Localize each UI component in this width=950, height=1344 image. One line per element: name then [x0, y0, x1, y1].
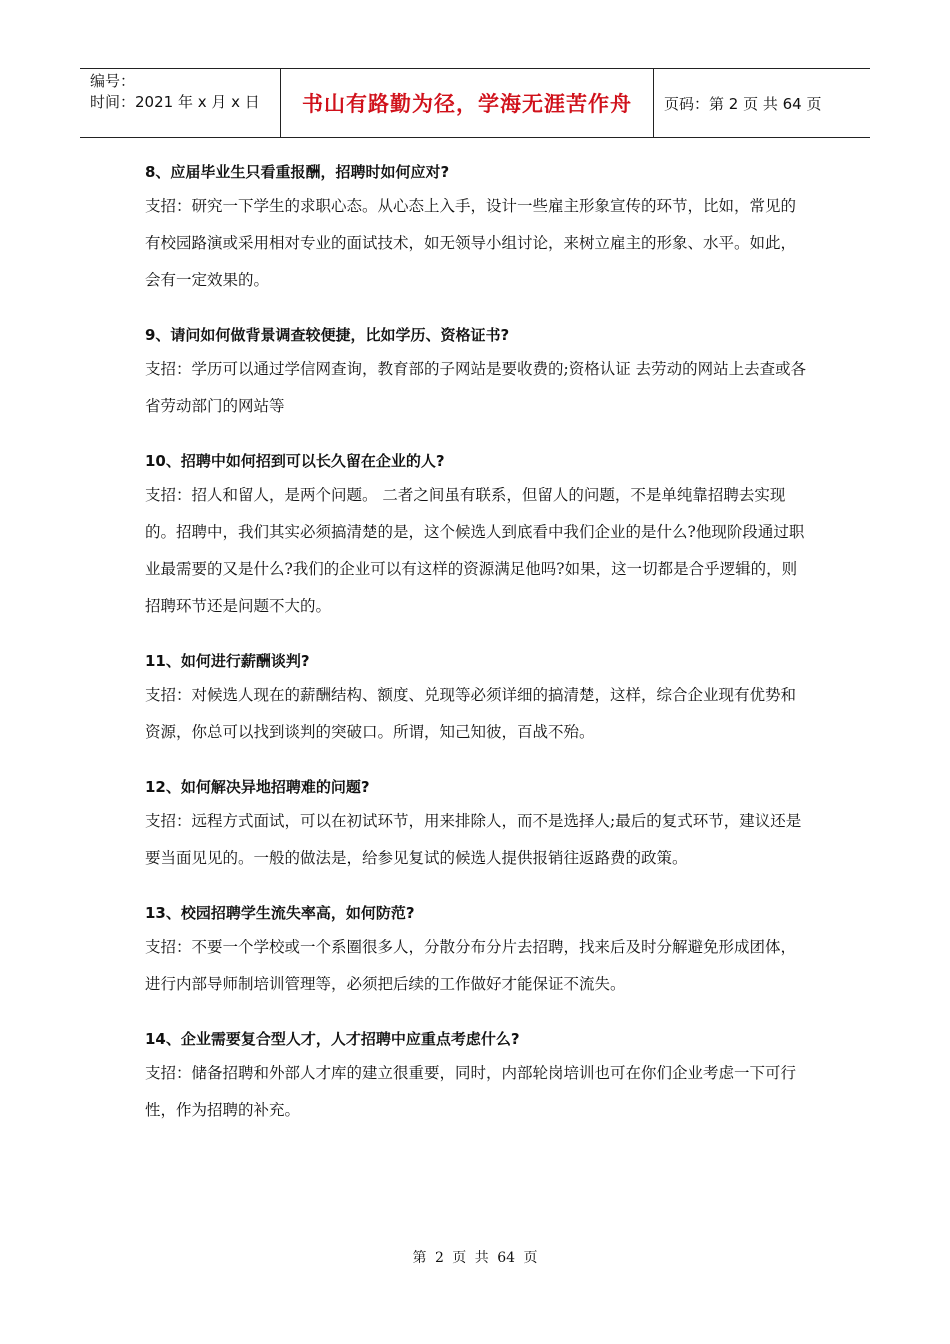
answer-paragraph: 支招：储备招聘和外部人才库的建立很重要，同时，内部轮岗培训也可在你们企业考虑一下可行性，作为招聘的补充。 [145, 1064, 797, 1119]
answer-paragraph: 支招：不要一个学校或一个系圈很多人，分散分布分片去招聘，找来后及时分解避免形成团体，进行内部导师制培训管理等，必须把后续的工作做好才能保证不流失。 [145, 938, 797, 993]
question-heading: 10、招聘中如何招到可以长久留在企业的人? [145, 452, 445, 470]
qa-content [145, 156, 810, 1149]
answer-paragraph: 支招：学历可以通过学信网查询，教育部的子网站是要收费的;资格认证 去劳动的网站上去查或各省劳动部门的网站等 [145, 360, 807, 415]
page-header [80, 68, 870, 138]
header-meta [80, 69, 281, 137]
qa-item [145, 897, 810, 1003]
answer-paragraph: 支招：招人和留人，是两个问题。 二者之间虽有联系，但留人的问题，不是单纯靠招聘去实现的。招聘中，我们其实必须搞清楚的是，这个候选人到底看中我们企业的是什么?他现阶段通过职业最需要的又是什么?我们的企业可以有这样的资源满足他吗?如果，这一切都是合乎逻辑的，则招聘环节还是问题不大的。 [145, 486, 805, 615]
answer-paragraph: 支招：远程方式面试，可以在初试环节，用来排除人，而不是选择人;最后的复式环节，建议还是要当面见见的。一般的做法是，给参见复试的候选人提供报销往返路费的政策。 [145, 812, 802, 867]
question-heading: 11、如何进行薪酬谈判? [145, 652, 310, 670]
question-heading: 8、应届毕业生只看重报酬，招聘时如何应对? [145, 163, 450, 181]
question-heading: 9、请问如何做背景调查较便捷，比如学历、资格证书? [145, 326, 510, 344]
question-heading: 14、企业需要复合型人才，人才招聘中应重点考虑什么? [145, 1030, 520, 1048]
question-heading: 13、校园招聘学生流失率高，如何防范? [145, 904, 415, 922]
qa-item [145, 156, 810, 299]
qa-item [145, 645, 810, 751]
document-number-label: 编号： [90, 72, 136, 90]
document-time-label: 时间：2021 年 x 月 x 日 [90, 93, 260, 111]
qa-item [145, 319, 810, 425]
answer-paragraph: 支招：研究一下学生的求职心态。从心态上入手，设计一些雇主形象宣传的环节，比如，常见的有校园路演或采用相对专业的面试技术，如无领导小组讨论，来树立雇主的形象、水平。如此，会有一定效果的。 [145, 197, 797, 289]
header-page-info: 页码：第 2 页 共 64 页 [664, 94, 822, 113]
page-footer: 第 2 页 共 64 页 [412, 1250, 538, 1266]
header-motto: 书山有路勤为径，学海无涯苦作舟 [281, 69, 654, 137]
question-heading: 12、如何解决异地招聘难的问题? [145, 778, 370, 796]
qa-item [145, 445, 810, 625]
answer-paragraph: 支招：对候选人现在的薪酬结构、额度、兑现等必须详细的搞清楚，这样，综合企业现有优势和资源，你总可以找到谈判的突破口。所谓，知己知彼，百战不殆。 [145, 686, 797, 741]
qa-item [145, 1023, 810, 1129]
qa-item [145, 771, 810, 877]
